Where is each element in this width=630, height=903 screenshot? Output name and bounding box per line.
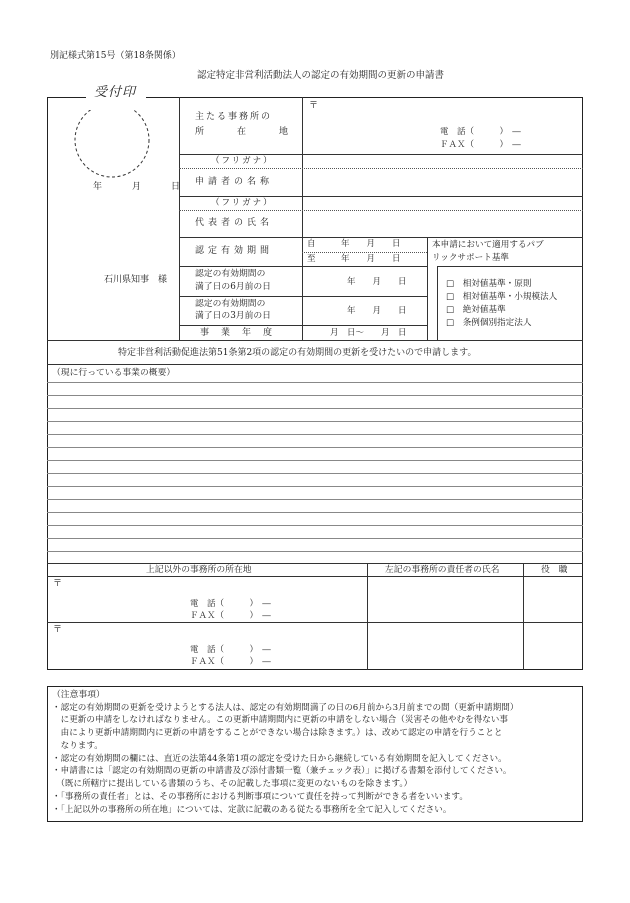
other-office-tel: 電 話（ ） ―	[190, 645, 271, 655]
public-support-heading-1: 本申請において適用するパブ	[432, 240, 544, 250]
overview-writing-line	[47, 499, 583, 500]
row-divider-three-months	[179, 325, 427, 326]
public-support-option[interactable]: □ 相対値基準・原則	[446, 279, 532, 289]
validity-to: 至 年 月 日	[307, 254, 401, 264]
left-column-divider	[179, 97, 180, 340]
validity-from: 自 年 月 日	[307, 239, 401, 249]
note-line: ・認定の有効期間の欄には、直近の法第44条第1項の認定を受けた日から継続している有効期間を記入してください。	[52, 754, 507, 764]
date-column-divider	[427, 237, 428, 340]
other-offices-row-divider	[47, 622, 583, 623]
other-office-fax: ＦＡＸ（ ） ―	[190, 611, 271, 621]
office-postal-mark: 〒	[309, 101, 319, 111]
row-divider-validity-end	[179, 266, 427, 267]
six-months-label-1: 認定の有効期間の	[195, 269, 266, 279]
governor-addressee: 石川県知事 様	[104, 275, 168, 285]
form-number: 別記様式第15号（第18条関係）	[50, 51, 181, 61]
row-divider-furigana-1	[179, 168, 583, 169]
note-line: 由により更新申請期間内に更新の申請をすることができない場合は除きます。）は、改めて認定の申請を行うことと	[52, 728, 503, 738]
row-divider-office	[179, 154, 583, 155]
overview-writing-line	[47, 395, 583, 396]
public-support-option[interactable]: □ 条例個別指定法人	[446, 318, 532, 328]
three-months-date: 年 月 日	[347, 306, 407, 316]
representative-name-label: 代表者の氏名	[195, 218, 274, 228]
business-overview-label: （現に行っている事業の概要）	[52, 368, 176, 378]
public-support-heading-2: リックサポート基準	[432, 253, 510, 263]
fiscal-year-value: 月 日～ 月 日	[330, 328, 407, 338]
note-line: ・「上記以外の事務所の所在地」については、定款に記載のある従たる事務所を全て記入してください。	[52, 805, 452, 815]
other-office-tel: 電 話（ ） ―	[190, 599, 271, 609]
note-line: に更新の申請をしなければなりません。この更新申請期間内に更新の申請をしない場合（災害その他やむを得ない事	[52, 715, 508, 725]
fiscal-year-label: 事業年度	[200, 328, 285, 338]
overview-writing-line	[47, 473, 583, 474]
row-divider-applicant	[179, 196, 583, 197]
office-tel: 電 話（ ） ―	[440, 127, 521, 137]
overview-writing-line	[47, 382, 583, 383]
other-offices-col-divider-1	[367, 563, 368, 670]
three-months-label-1: 認定の有効期間の	[195, 299, 266, 309]
other-offices-manager-header: 左記の事務所の責任者の氏名	[385, 565, 500, 575]
three-months-label-2: 満了日の3月前の日	[195, 311, 271, 321]
applicant-name-label: 申請者の名称	[195, 177, 274, 187]
row-divider-six-months	[179, 296, 427, 297]
options-box-left	[437, 266, 438, 340]
note-line: なります。	[52, 741, 103, 751]
row-divider-validity	[302, 252, 427, 253]
form-title: 認定特定非営利活動法人の認定の有効期間の更新の申請書	[197, 70, 445, 81]
other-offices-position-header: 役 職	[541, 565, 568, 575]
declaration-text: 特定非営利活動促進法第51条第2項の認定の有効期間の更新を受けたいので申請します。	[118, 348, 477, 358]
label-column-divider	[302, 97, 303, 340]
overview-writing-line	[47, 434, 583, 435]
six-months-label-2: 満了日の6月前の日	[195, 282, 271, 292]
applicant-furigana-label: （フリガナ）	[211, 156, 274, 166]
overview-writing-line	[47, 460, 583, 461]
representative-furigana-label: （フリガナ）	[211, 198, 274, 208]
overview-writing-line	[47, 421, 583, 422]
note-line: （既に所轄庁に提出している書類のうち、その記載した事項に変更のないものを除きます。）	[52, 779, 413, 789]
row-divider-upper-end	[47, 340, 583, 341]
other-office-fax: ＦＡＸ（ ） ―	[190, 657, 271, 667]
six-months-date: 年 月 日	[347, 277, 407, 287]
application-date: 年 月 日	[93, 182, 185, 192]
validity-label: 認定有効期間	[195, 246, 274, 256]
overview-writing-line	[47, 447, 583, 448]
public-support-option[interactable]: □ 相対値基準・小規模法人	[446, 292, 558, 302]
other-offices-top	[47, 563, 583, 564]
row-divider-furigana-2	[179, 210, 583, 211]
reception-stamp-label: 受付印	[94, 85, 137, 100]
office-fax: ＦＡＸ（ ） ―	[440, 140, 521, 150]
public-support-option[interactable]: □ 絶対値基準	[446, 305, 506, 315]
other-office-postal-mark: 〒	[53, 625, 63, 635]
options-box-top	[437, 266, 583, 267]
overview-writing-line	[47, 538, 583, 539]
office-label-2: 所 在 地	[195, 127, 301, 137]
office-label-1: 主たる事務所の	[195, 112, 273, 122]
other-offices-header-bottom	[47, 576, 583, 577]
overview-writing-line	[47, 512, 583, 513]
other-offices-col-divider-2	[523, 563, 524, 670]
row-divider-declaration	[47, 364, 583, 365]
other-office-postal-mark: 〒	[53, 579, 63, 589]
overview-writing-line	[47, 408, 583, 409]
note-line: ・申請書には「認定の有効期間の更新の申請書及び添付書類一覧（兼チェック表）」に掲げる書類を添付してください。	[52, 766, 512, 776]
note-line: ・「事務所の責任者」とは、その事務所における判断事項について責任を持って判断ができる者をいいます。	[52, 792, 468, 802]
notes-heading: （注意事項）	[52, 690, 105, 700]
note-line: ・認定の有効期間の更新を受けようとする法人は、認定の有効期間満了の日の6月前から3月前までの間（更新申請期間）	[52, 703, 519, 713]
other-offices-location-header: 上記以外の事務所の所在地	[146, 565, 252, 575]
overview-writing-line	[47, 486, 583, 487]
overview-writing-line	[47, 525, 583, 526]
overview-writing-line	[47, 551, 583, 552]
row-divider-representative	[179, 237, 583, 238]
